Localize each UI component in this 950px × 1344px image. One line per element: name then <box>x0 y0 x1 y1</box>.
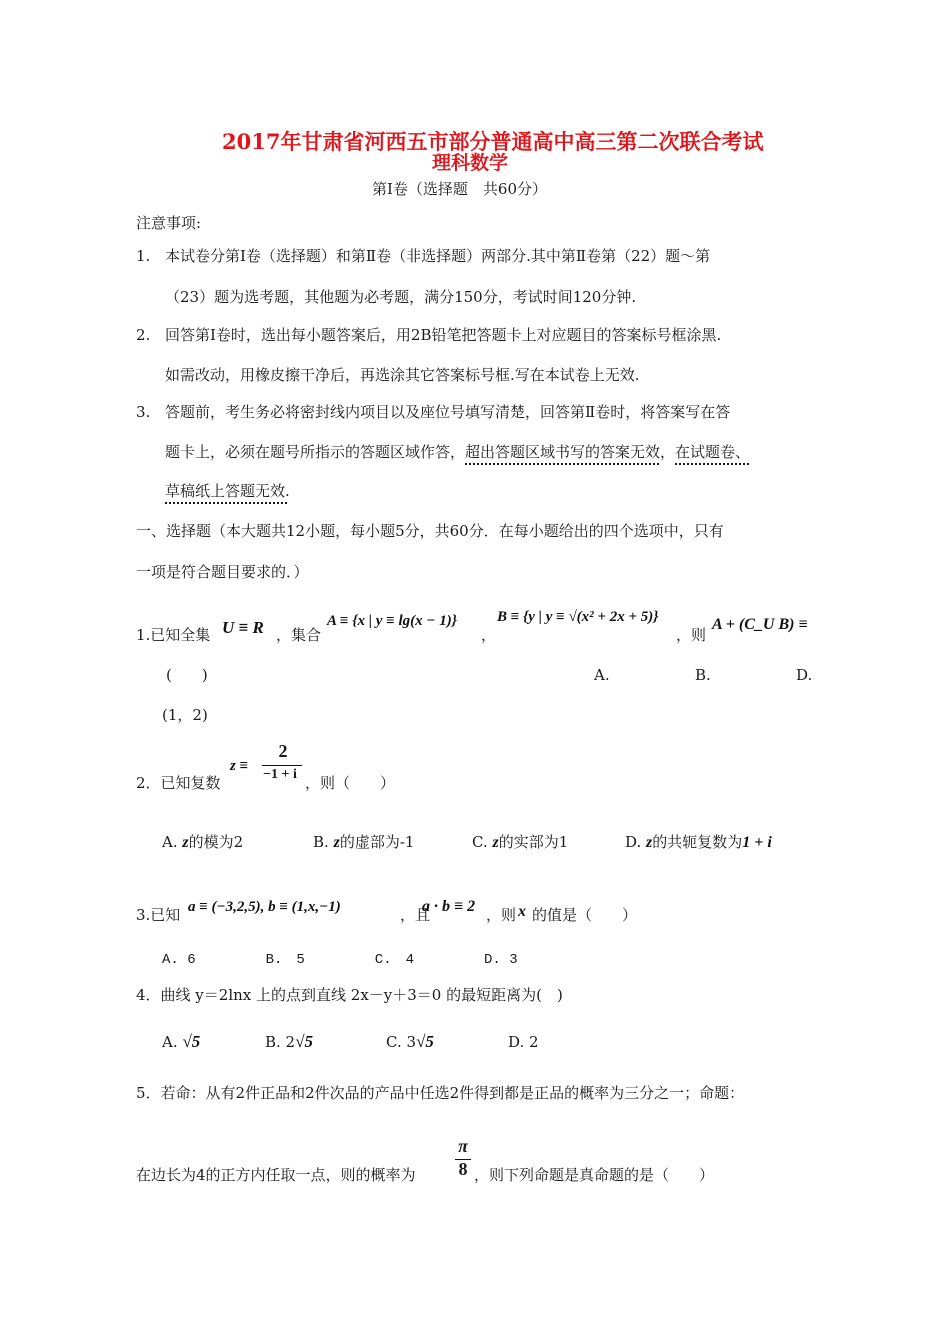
q5-fraction-denominator: 8 <box>458 1159 468 1179</box>
notice-item-1-line-2: （23）题为选考题，其他题为必考题，满分150分，考试时间120分钟. <box>165 288 637 306</box>
notice-item-2-num: 2. <box>136 326 151 344</box>
notice-heading: 注意事项: <box>136 214 202 232</box>
section-heading: 第Ⅰ卷（选择题 共60分） <box>372 180 548 198</box>
q1-universal-set: U ≡ R <box>222 618 264 637</box>
q4-option-a-value: √5 <box>182 1032 201 1051</box>
notice-item-3-line-2-c: ， <box>660 443 676 461</box>
q1-comma: ， <box>481 626 497 644</box>
q2-option-b-label: B. <box>313 833 329 851</box>
q4-option-d: D. 2 <box>508 1033 539 1051</box>
part1-instructions-line-2: 一项是符合题目要求的．） <box>136 563 309 581</box>
q2-option-b-text: 的虚部为-1 <box>339 833 415 851</box>
q2-option-b <box>313 832 414 853</box>
notice-item-3-num: 3. <box>136 403 151 421</box>
emphasis-dotted-1: 超出答题区域书写的答案无效 <box>465 443 661 461</box>
notice-item-3-line-2-a: 题卡上，必须在题号所指示的答题区域作答， <box>165 443 466 461</box>
emphasis-dotted-2: 在试题卷、 <box>675 443 751 461</box>
q2-z-eq: z ≡ <box>230 758 249 774</box>
q2-prefix: 2．已知复数 <box>136 774 221 792</box>
q1-expression: A + (C_U B) ≡ <box>712 616 808 633</box>
q1-option-c-value: (1，2) <box>162 706 208 724</box>
q4-option-b-label: B. 2 <box>265 1033 296 1051</box>
q1-option-d: D. <box>796 666 813 684</box>
q2-fraction-bar <box>262 765 302 766</box>
notice-item-2-line-2: 如需改动，用橡皮擦干净后，再选涂其它答案标号框.写在本试卷上无效. <box>165 366 640 384</box>
q2-option-d-label: D. <box>625 833 642 851</box>
q3-x: x <box>518 903 526 920</box>
notice-item-3-line-1: 答题前，考生务必将密封线内项目以及座位号填写清楚，回答第Ⅱ卷时，将答案写在答 <box>165 403 731 421</box>
q5-line-2b: ，则下列命题是真命题的是（ ） <box>474 1166 715 1184</box>
notice-item-3-line-2 <box>165 442 750 462</box>
q2-fraction-denominator: −1 + i <box>263 767 297 782</box>
q4-option-c <box>386 1032 434 1052</box>
q2-option-a-label: A. <box>162 833 178 851</box>
q4-option-b-value: √5 <box>295 1032 313 1051</box>
q1-answer-paren: ( ) <box>166 666 208 684</box>
q1-set-b: B ≡ {y | y ≡ √(x² + 2x + 5)} <box>497 609 659 625</box>
q2-option-c-text: 的实部为1 <box>498 833 569 851</box>
q2-option-d <box>625 832 772 853</box>
q1-prefix: 1.已知全集 <box>136 626 211 644</box>
q2-option-c-z: z <box>492 834 499 851</box>
part1-instructions-line-1: 一、选择题（本大题共12小题，每小题5分，共60分．在每小题给出的四个选项中，只有 <box>136 522 724 540</box>
q5-fraction-numerator: π <box>458 1136 468 1156</box>
q2-option-a <box>162 832 243 853</box>
q3-then: ，则 <box>486 906 517 924</box>
q2-option-a-text: 的模为2 <box>188 833 244 851</box>
q4-option-c-value: √5 <box>416 1032 434 1051</box>
q3-suffix: 的值是（ ） <box>532 906 638 924</box>
exam-title: 2017年甘肃省河西五市部分普通高中高三第二次联合考试 <box>222 129 764 154</box>
q2-option-a-z: z <box>182 834 189 851</box>
q3-mid: ，且 <box>400 906 431 924</box>
notice-item-3-line-3: 草稿纸上答题无效. <box>165 482 290 500</box>
q2-option-c-label: C. <box>472 833 488 851</box>
q3-options: A. 6 B. 5 C. 4 D. 3 <box>162 952 518 968</box>
q2-suffix: ，则（ ） <box>305 774 396 792</box>
q1-option-b: B. <box>695 666 711 684</box>
q1-set-a: A ≡ {x | y ≡ lg(x − 1)} <box>327 613 457 629</box>
q1-then: ，则 <box>676 626 707 644</box>
q3-vectors: a ≡ (−3,2,5), b ≡ (1,x,−1) <box>188 899 341 915</box>
q2-option-d-text: 的共轭复数为 <box>652 833 743 851</box>
q5-line-1: 5．若命：从有2件正品和2件次品的产品中任选2件得到都是正品的概率为三分之一；命题： <box>136 1084 745 1102</box>
notice-item-2-line-1: 回答第Ⅰ卷时，选出每小题答案后，用2B铅笔把答题卡上对应题目的答案标号框涂黑. <box>165 326 722 344</box>
q4-stem: 4．曲线 y＝2lnx 上的点到直线 2x－y＋3＝0 的最短距离为( ) <box>136 986 563 1004</box>
q4-option-b <box>265 1032 313 1052</box>
exam-subject: 理科数学 <box>432 152 509 174</box>
q2-option-d-z: z <box>646 834 653 851</box>
notice-item-1-line-1: 本试卷分第Ⅰ卷（选择题）和第Ⅱ卷（非选择题）两部分.其中第Ⅱ卷第（22）题～第 <box>165 247 711 265</box>
q1-option-a: A. <box>594 666 610 684</box>
q3-dot-product: a · b ≡ 2 <box>422 898 476 915</box>
q4-option-a-label: A. <box>162 1033 178 1051</box>
q2-option-d-value: 1 + i <box>742 834 772 851</box>
q2-option-b-z: z <box>333 834 340 851</box>
q1-mid: ，集合 <box>276 626 322 644</box>
q2-option-c <box>472 832 568 853</box>
q4-option-c-label: C. 3 <box>386 1033 417 1051</box>
q3-prefix: 3.已知 <box>136 906 181 924</box>
q4-option-a <box>162 1032 200 1052</box>
notice-item-1-num: 1. <box>136 247 151 265</box>
q2-fraction-numerator: 2 <box>278 741 288 761</box>
q5-line-2a: 在边长为4的正方内任取一点，则的概率为 <box>136 1166 416 1184</box>
